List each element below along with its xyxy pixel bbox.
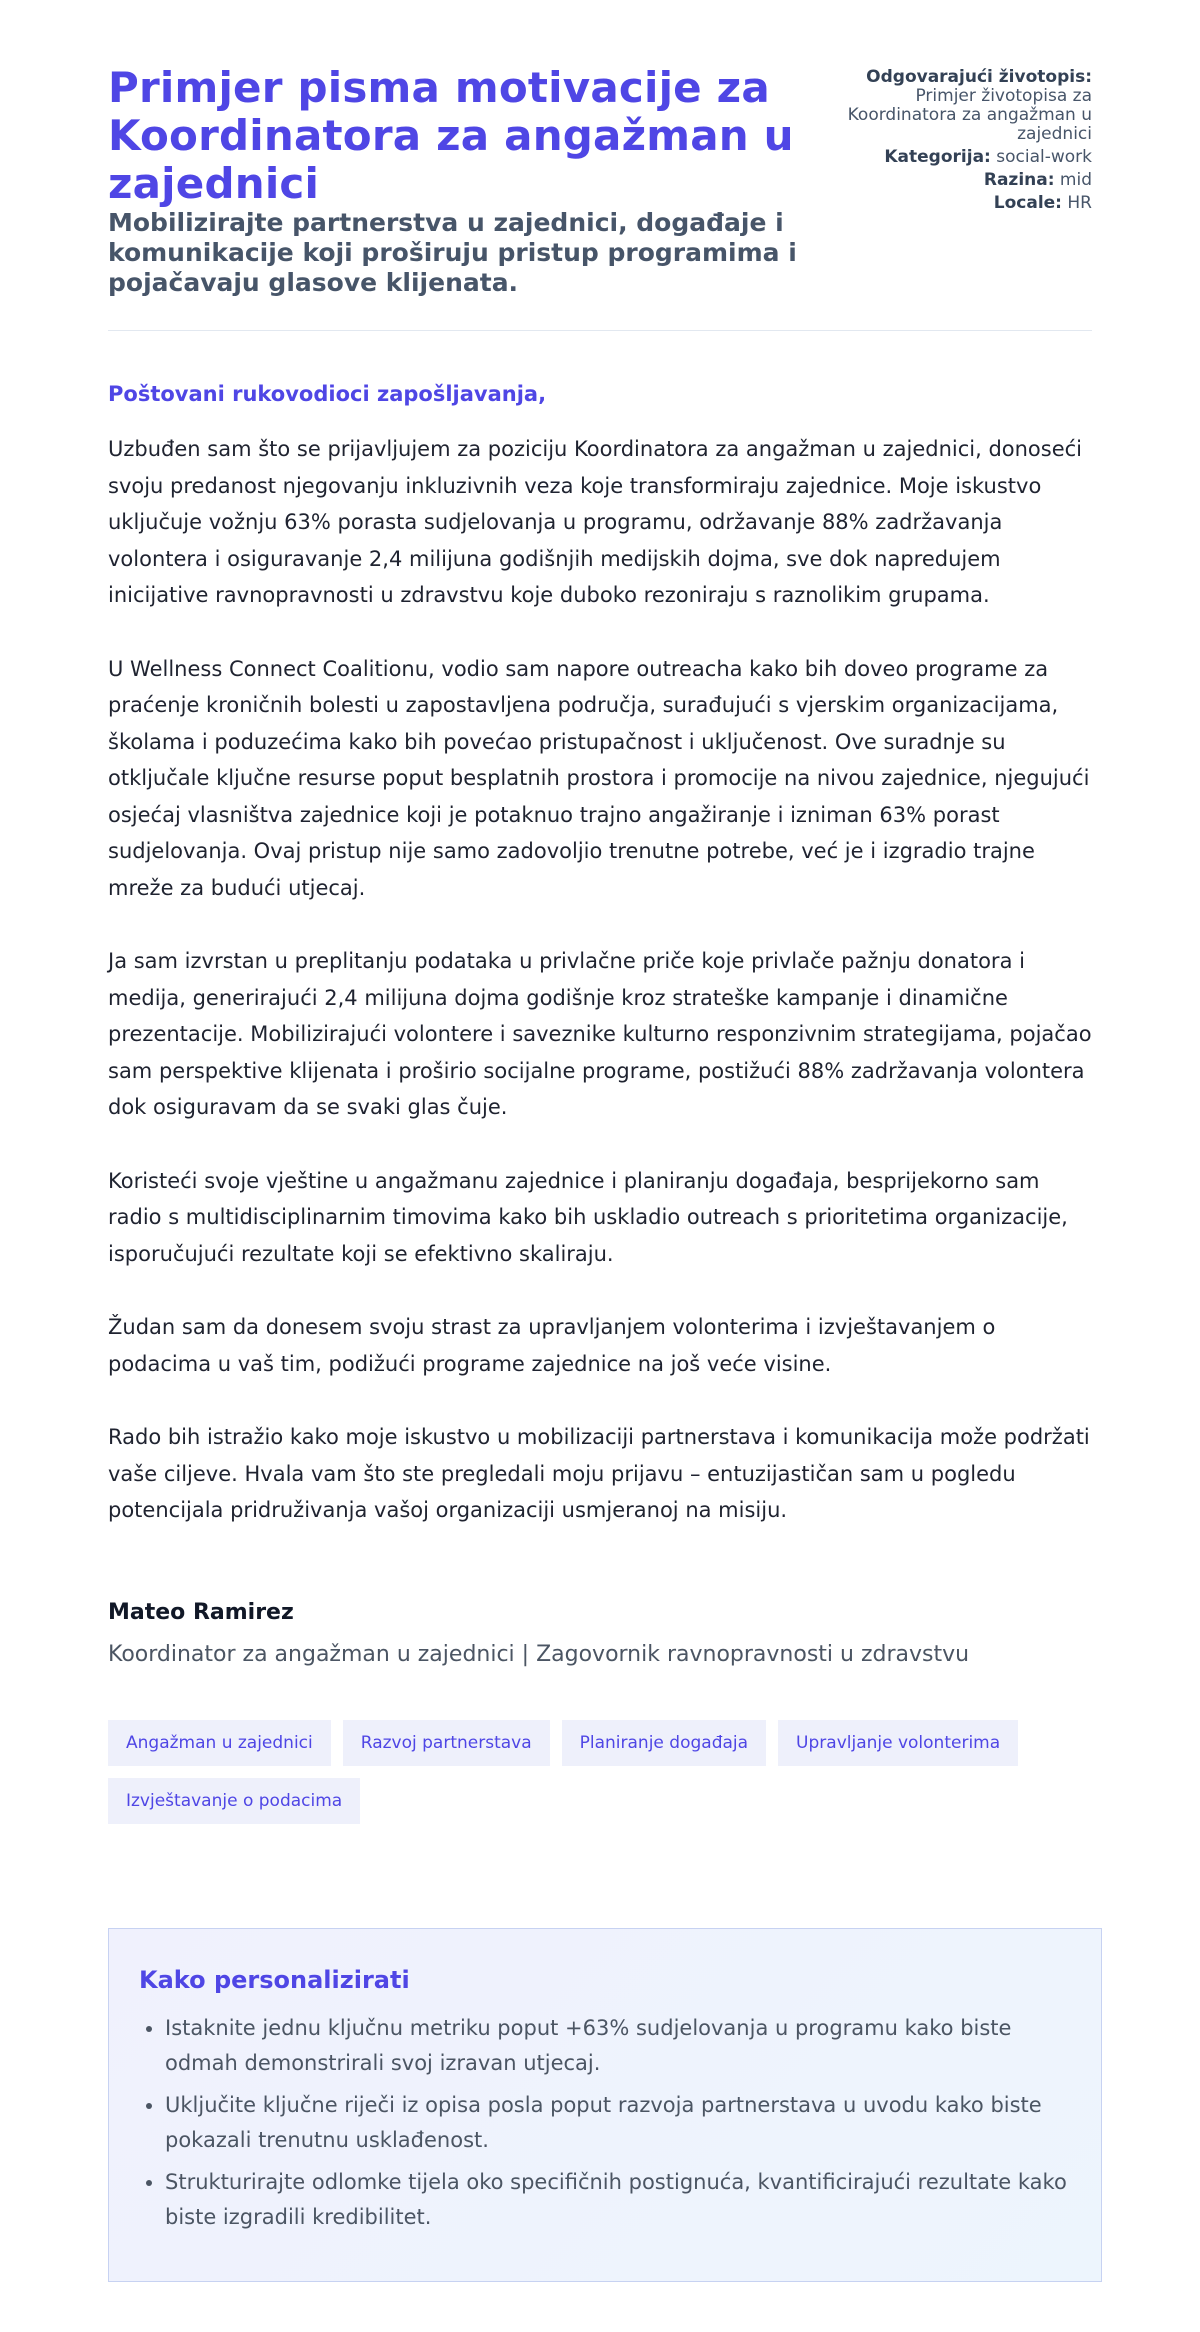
meta-locale-label: Locale:	[993, 193, 1062, 213]
skill-tag[interactable]: Razvoj partnerstava	[343, 1720, 550, 1766]
skill-tag[interactable]: Izvještavanje o podacima	[108, 1778, 360, 1824]
tips-item: • Istaknite jednu ključnu metriku poput +63% sudjelovanja u programu kako biste odmah demonstrirali svoj izravan utjecaj.	[165, 2011, 1071, 2081]
signature-title: Koordinator za angažman u zajednici | Zagovornik ravnopravnosti u zdravstvu	[108, 1641, 970, 1667]
skill-tag[interactable]: Upravljanje volonterima	[778, 1720, 1018, 1766]
header-titles	[108, 64, 798, 298]
meta-level	[812, 171, 1092, 190]
page-header	[108, 64, 1092, 298]
meta-category-value: social-work	[996, 147, 1092, 167]
meta-locale	[812, 194, 1092, 213]
letter-paragraph: U Wellness Connect Coalitionu, vodio sam napore outreacha kako bih doveo programe za praćenje kroničnih bolesti u zapostavljena područja, surađujući s vjerskim organizacijama, školama i poduzećima kako bih povećao pristupačnost i uključenost. Ove suradnje su otključale ključne resurse poput besplatnih prostora i promocije na nivou zajednice, njegujući osjećaj vlasništva zajednice koji je potaknuo trajno angažiranje i izniman 63% porast sudjelovanja. Ovaj pristup nije samo zadovoljio trenutne potrebe, već je i izgradio trajne mreže za budući utjecaj.	[108, 656, 1090, 900]
tips-title: Kako personalizirati	[139, 1966, 410, 1994]
tips-item: • Strukturirajte odlomke tijela oko specifičnih postignuća, kvantificirajući rezultate kako biste izgradili kredibilitet.	[165, 2165, 1071, 2235]
meta-resume	[812, 68, 1092, 144]
header-divider	[108, 330, 1092, 331]
meta-category-label: Kategorija:	[884, 147, 991, 167]
meta-resume-link[interactable]: Primjer životopisa za Koordinatora za angažman u zajednici	[847, 86, 1092, 144]
letter-greeting: Poštovani rukovodioci zapošljavanja,	[108, 382, 547, 406]
skill-tag[interactable]: Angažman u zajednici	[108, 1720, 331, 1766]
letter-paragraph: Koristeći svoje vještine u angažmanu zajednice i planiranju događaja, besprijekorno sam radio s multidisciplinarnim timovima kako bih uskladio outreach s prioritetima organizacije, isporučujući rezultate koji se efektivno skaliraju.	[108, 1168, 1068, 1266]
letter-body	[108, 381, 1092, 1529]
letter-paragraph: Žudan sam da donesem svoju strast za upravljanjem volonterima i izvještavanjem o podacima u vaš tim, podižući programe zajednice na još veće visine.	[108, 1315, 996, 1376]
meta-resume-label: Odgovarajući životopis:	[866, 67, 1092, 87]
tips-item: • Uključite ključne riječi iz opisa posla poput razvoja partnerstava u uvodu kako biste pokazali trenutnu usklađenost.	[165, 2088, 1071, 2158]
letter-paragraph: Rado bih istražio kako moje iskustvo u mobilizaciji partnerstava i komunikacija može podržati vaše ciljeve. Hvala vam što ste pregledali moju prijavu – entuzijastičan sam u pogledu potencijala pridruživanja vašoj organizaciji usmjeranoj na misiju.	[108, 1425, 1090, 1522]
personalization-tips	[108, 1928, 1102, 2282]
meta-level-label: Razina:	[983, 170, 1055, 190]
meta-level-value: mid	[1059, 170, 1092, 190]
letter-paragraph: Uzbuđen sam što se prijavljujem za poziciju Koordinatora za angažman u zajednici, donoseći svoju predanost njegovanju inkluzivnih veza koje transformiraju zajednice. Moje iskustvo uključuje vožnju 63% porasta sudjelovanja u programu, održavanje 88% zadržavanja volontera i osiguravanje 2,4 milijuna godišnjih medijskih dojma, sve dok napredujem inicijative ravnopravnosti u zdravstvu koje duboko rezoniraju s raznolikim grupama.	[108, 437, 1083, 607]
page-subtitle: Mobilizirajte partnerstva u zajednici, događaje i komunikacije koji proširuju pristup programima i pojačavaju glasove klijenata.	[108, 208, 797, 297]
letter-paragraph: Ja sam izvrstan u preplitanju podataka u privlačne priče koje privlače pažnju donatora i medija, generirajući 2,4 milijuna dojma godišnje kroz strateške kampanje i dinamične prezentacije. Mobilizirajući volontere i saveznike kulturno responzivnim strategijama, pojačao sam perspektive klijenata i proširio socijalne programe, postižući 88% zadržavanja volontera dok osiguravam da se svaki glas čuje.	[108, 949, 1092, 1119]
meta-locale-value: HR	[1067, 193, 1092, 213]
tips-list	[139, 2011, 1071, 2235]
skill-tag[interactable]: Planiranje događaja	[562, 1720, 766, 1766]
skill-tags	[108, 1720, 1078, 1824]
meta-category	[812, 148, 1092, 167]
meta-panel	[812, 64, 1092, 217]
page-title: Primjer pisma motivacije za Koordinatora za angažman u zajednici	[108, 63, 794, 208]
signature-block	[108, 1599, 1092, 1669]
signature-name: Mateo Ramirez	[108, 1599, 294, 1625]
